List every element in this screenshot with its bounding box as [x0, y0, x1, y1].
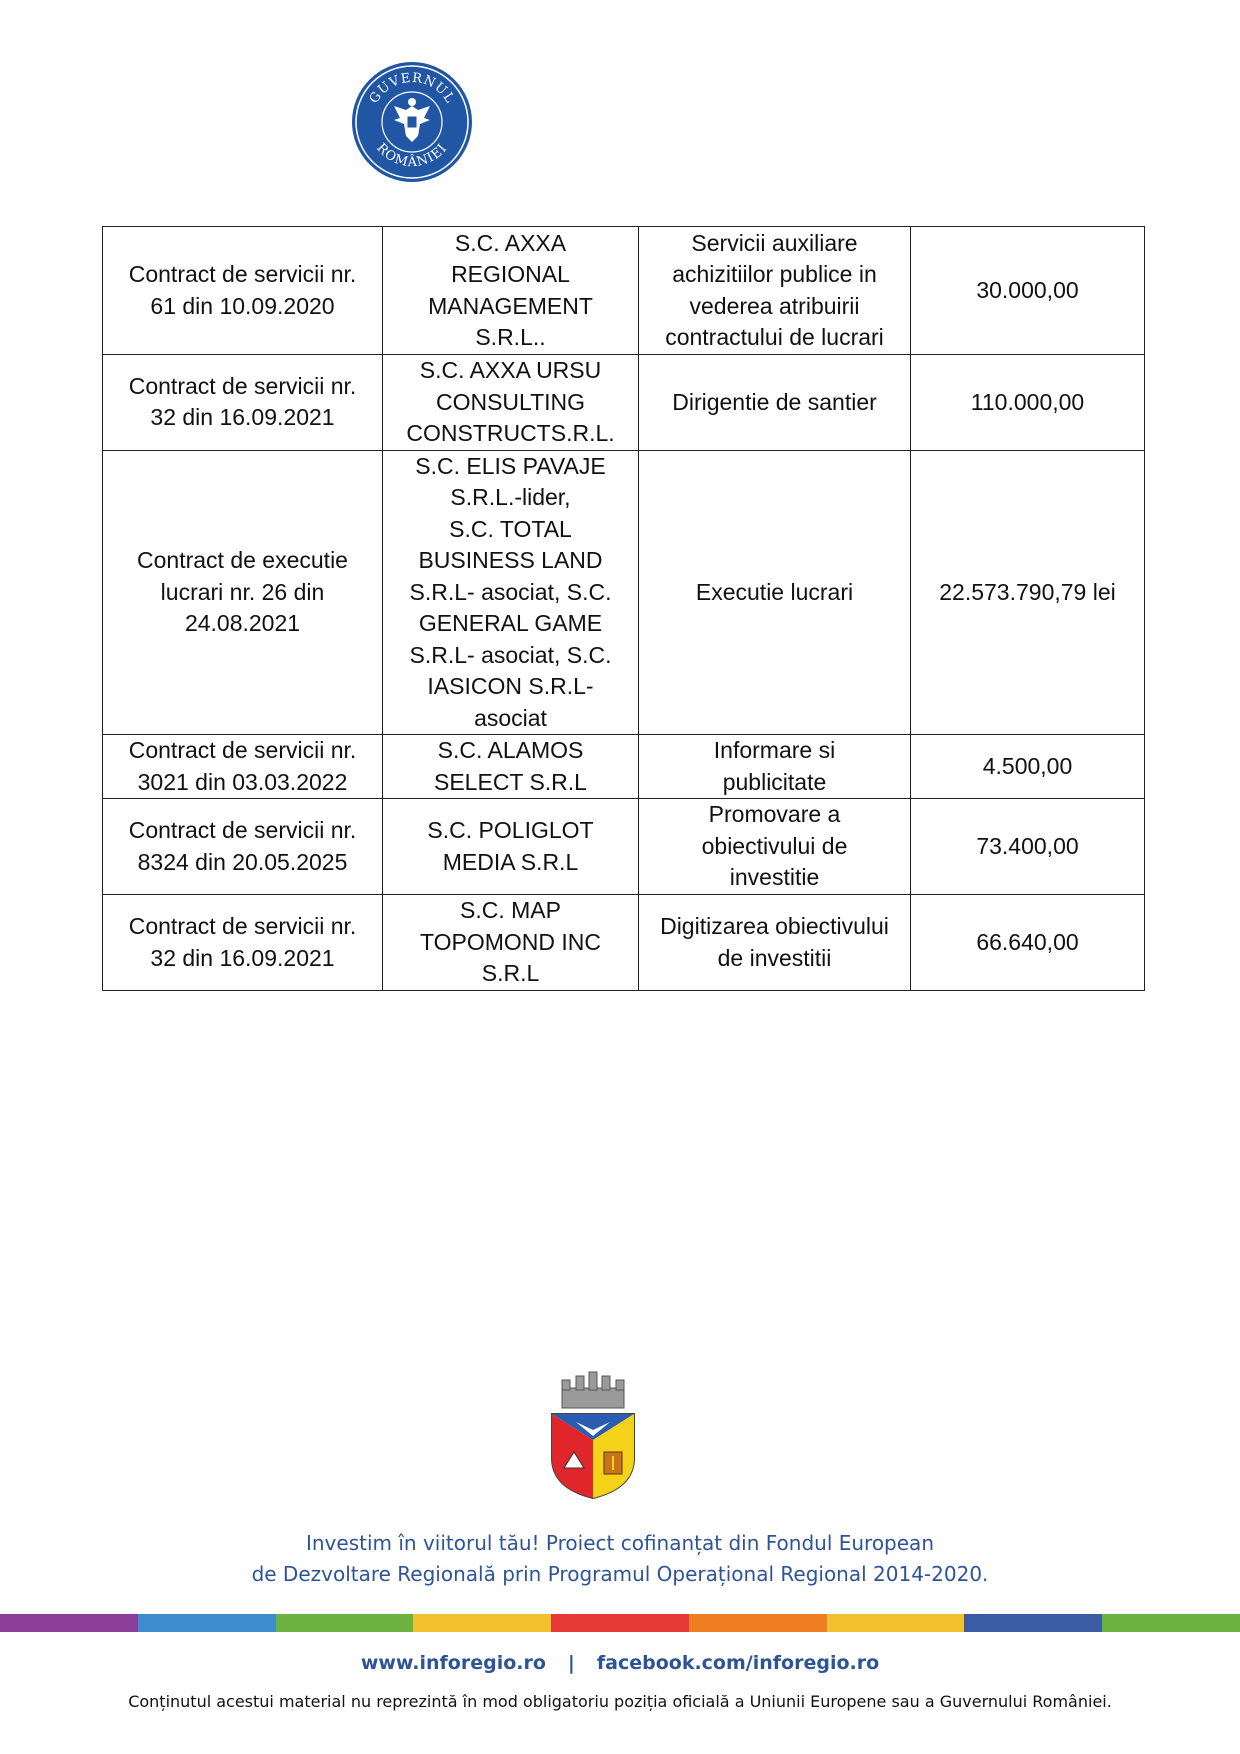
slogan-line-1: Investim în viitorul tău! Proiect cofinanțat din Fondul European	[305, 1531, 934, 1555]
contracts-table	[102, 226, 1145, 991]
provider-cell: S.C. ALAMOS SELECT S.R.L	[383, 735, 639, 799]
contract-cell: Contract de servicii nr. 8324 din 20.05.2025	[103, 799, 383, 895]
cofinancing-slogan	[0, 1528, 1240, 1590]
object-cell: Promovare a obiectivului de investitie	[639, 799, 911, 895]
seal-text-bottom: ROMÂNIEI	[373, 140, 451, 171]
stripe-segment	[276, 1614, 414, 1632]
contract-cell: Contract de executie lucrari nr. 26 din 24.08.2021	[103, 450, 383, 735]
stripe-segment	[551, 1614, 689, 1632]
disclaimer-text: Conținutul acestui material nu reprezintă în mod obligatoriu poziția oficială a Uniunii Europene sau a Guvernului României.	[128, 1692, 1112, 1711]
stripe-segment	[827, 1614, 965, 1632]
stripe-segment	[413, 1614, 551, 1632]
color-stripe	[0, 1614, 1240, 1632]
value-cell: 22.573.790,79 lei	[911, 450, 1145, 735]
contract-cell: Contract de servicii nr. 3021 din 03.03.2022	[103, 735, 383, 799]
municipal-coat-of-arms-icon	[548, 1370, 638, 1500]
stripe-segment	[1102, 1614, 1240, 1632]
table-row	[103, 227, 1145, 355]
value-cell: 66.640,00	[911, 895, 1145, 991]
value-cell: 110.000,00	[911, 355, 1145, 451]
provider-cell: S.C. POLIGLOT MEDIA S.R.L	[383, 799, 639, 895]
object-cell: Dirigentie de santier	[639, 355, 911, 451]
seal-text-top: GUVERNUL	[366, 70, 458, 107]
table-row	[103, 355, 1145, 451]
facebook-link[interactable]: facebook.com/inforegio.ro	[596, 1652, 880, 1674]
value-cell: 4.500,00	[911, 735, 1145, 799]
website-link[interactable]: www.inforegio.ro	[360, 1652, 546, 1674]
stripe-segment	[964, 1614, 1102, 1632]
table-row	[103, 735, 1145, 799]
table-row	[103, 895, 1145, 991]
slogan-line-2: de Dezvoltare Regională prin Programul Operațional Regional 2014-2020.	[251, 1562, 989, 1586]
stripe-segment	[689, 1614, 827, 1632]
table-row	[103, 450, 1145, 735]
provider-cell: S.C. AXXA URSU CONSULTING CONSTRUCTS.R.L.	[383, 355, 639, 451]
provider-cell: S.C. ELIS PAVAJE S.R.L.-lider, S.C. TOTAL BUSINESS LAND S.R.L- asociat, S.C. GENERAL GAME S.R.L- asociat, S.C. IASICON S.R.L- asociat	[383, 450, 639, 735]
table-row	[103, 799, 1145, 895]
stripe-segment	[0, 1614, 138, 1632]
contract-cell: Contract de servicii nr. 32 din 16.09.2021	[103, 355, 383, 451]
guvernul-romaniei-seal-icon	[350, 60, 474, 184]
provider-cell: S.C. AXXA REGIONAL MANAGEMENT S.R.L..	[383, 227, 639, 355]
footer-links	[0, 1652, 1240, 1674]
value-cell: 30.000,00	[911, 227, 1145, 355]
provider-cell: S.C. MAP TOPOMOND INC S.R.L	[383, 895, 639, 991]
object-cell: Servicii auxiliare achizitiilor publice in vederea atribuirii contractului de lucrari	[639, 227, 911, 355]
stripe-segment	[138, 1614, 276, 1632]
contract-cell: Contract de servicii nr. 32 din 16.09.2021	[103, 895, 383, 991]
value-cell: 73.400,00	[911, 799, 1145, 895]
object-cell: Digitizarea obiectivului de investitii	[639, 895, 911, 991]
contract-cell: Contract de servicii nr. 61 din 10.09.2020	[103, 227, 383, 355]
object-cell: Executie lucrari	[639, 450, 911, 735]
link-separator: |	[567, 1652, 575, 1674]
object-cell: Informare si publicitate	[639, 735, 911, 799]
